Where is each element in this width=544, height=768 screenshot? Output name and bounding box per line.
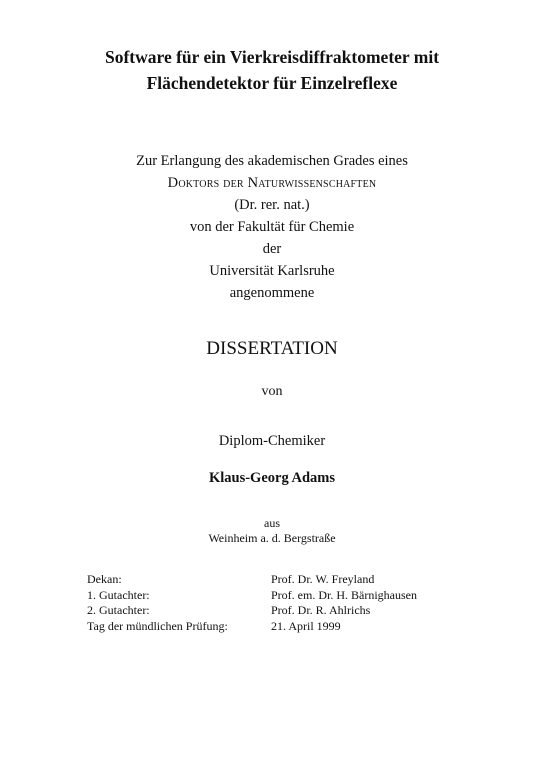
committee-row-exam-date: [87, 619, 471, 635]
by-label: von: [261, 384, 283, 399]
committee-row-dean: [87, 572, 471, 588]
committee-role: Dekan:: [87, 572, 122, 586]
article-line: der: [262, 241, 282, 257]
committee-name: Prof. em. Dr. H. Bärnighausen: [271, 587, 417, 602]
thesis-title-line-2: Flächendetektor für Einzelreflexe: [146, 73, 398, 93]
committee-row-first-referee: [87, 588, 471, 604]
degree-statement: [0, 150, 544, 304]
author-degree: Diplom-Chemiker: [218, 433, 326, 449]
committee-name: Prof. Dr. R. Ahlrichs: [271, 603, 371, 617]
document-type-heading: DISSERTATION: [206, 338, 338, 359]
faculty-line: von der Fakultät für Chemie: [189, 219, 355, 235]
thesis-title: [0, 44, 544, 96]
committee-role: 1. Gutachter:: [87, 587, 150, 602]
committee-name: Prof. Dr. W. Freyland: [271, 572, 375, 586]
thesis-title-line-1: Software für ein Vierkreisdiffraktometer mit: [104, 47, 440, 67]
committee-role: Tag der mündlichen Prüfung:: [87, 618, 228, 633]
accepted-line: angenommene: [229, 285, 315, 301]
university-name: Universität Karlsruhe: [209, 263, 335, 279]
degree-name: Doktors der Naturwissenschaften: [167, 175, 377, 191]
committee-row-second-referee: [87, 603, 471, 619]
origin-place: Weinheim a. d. Bergstraße: [208, 531, 336, 545]
author-name: Klaus-Georg Adams: [208, 470, 336, 486]
degree-abbreviation: (Dr. rer. nat.): [234, 197, 310, 213]
origin-label: aus: [264, 516, 280, 530]
exam-date: 21. April 1999: [271, 618, 341, 633]
committee-list: [87, 572, 471, 634]
committee-role: 2. Gutachter:: [87, 603, 150, 617]
degree-statement-line-1: Zur Erlangung des akademischen Grades eines: [136, 153, 408, 169]
